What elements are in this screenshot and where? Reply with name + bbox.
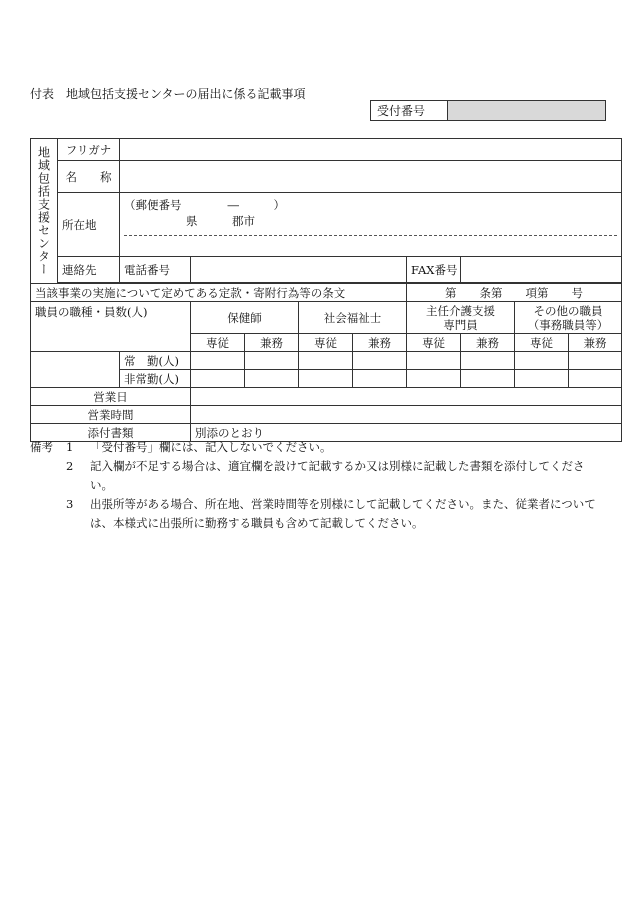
cell-input[interactable] bbox=[299, 352, 353, 370]
phone-label: 電話番号 bbox=[120, 257, 191, 283]
cell-input[interactable] bbox=[569, 370, 622, 388]
cell-input[interactable] bbox=[515, 370, 569, 388]
business-days-field[interactable] bbox=[191, 388, 622, 406]
cell-input[interactable] bbox=[407, 352, 461, 370]
cell-input[interactable] bbox=[353, 352, 407, 370]
role-social-worker: 社会福祉士 bbox=[299, 302, 407, 334]
attachments-field[interactable]: 別添のとおり bbox=[191, 424, 622, 442]
address-dashed-line bbox=[124, 235, 617, 236]
center-side-label-cell bbox=[31, 139, 58, 284]
cell-input[interactable] bbox=[245, 370, 299, 388]
postal-code-line: （郵便番号 ― ） bbox=[124, 198, 285, 212]
full-time-label: 常 勤(人) bbox=[120, 352, 191, 370]
cell-input[interactable] bbox=[407, 370, 461, 388]
cell-input[interactable] bbox=[461, 352, 515, 370]
role-other-staff: その他の職員 （事務職員等） bbox=[515, 302, 622, 334]
furigana-field[interactable] bbox=[120, 139, 622, 161]
notes-section bbox=[30, 438, 604, 533]
articles-value[interactable]: 第 条第 項第 号 bbox=[407, 284, 622, 302]
sub-full-time: 専従 bbox=[407, 334, 461, 352]
cell-input[interactable] bbox=[245, 352, 299, 370]
cell-input[interactable] bbox=[461, 370, 515, 388]
notes-head: 備考 bbox=[30, 440, 53, 454]
receipt-number-label: 受付番号 bbox=[371, 101, 448, 120]
furigana-label: フリガナ bbox=[58, 139, 120, 161]
articles-label: 当該事業の実施について定めてある定款・寄附行為等の条文 bbox=[31, 284, 407, 302]
contact-label: 連絡先 bbox=[58, 257, 120, 283]
note-item: 備考 1 「受付番号」欄には、記入しないでください。 bbox=[30, 438, 604, 457]
part-time-label: 非常勤(人) bbox=[120, 370, 191, 388]
fax-label: FAX番号 bbox=[407, 257, 461, 283]
cell-input[interactable] bbox=[515, 352, 569, 370]
sub-full-time: 専従 bbox=[299, 334, 353, 352]
fax-field[interactable] bbox=[461, 257, 622, 283]
sub-part-time: 兼務 bbox=[461, 334, 515, 352]
role-public-health-nurse: 保健師 bbox=[191, 302, 299, 334]
attachments-label: 添付書類 bbox=[31, 424, 191, 442]
staff-indent bbox=[31, 352, 120, 370]
business-hours-label: 営業時間 bbox=[31, 406, 191, 424]
registration-form-table bbox=[30, 138, 622, 442]
cell-input[interactable] bbox=[299, 370, 353, 388]
cell-input[interactable] bbox=[191, 370, 245, 388]
note-continuation: は、本様式に出張所に勤務する職員も含めて記載してください。 bbox=[90, 516, 424, 530]
form-title: 付表 地域包括支援センターの届出に係る記載事項 bbox=[30, 87, 306, 101]
note-continuation: い。 bbox=[90, 478, 113, 492]
business-days-label: 営業日 bbox=[31, 388, 191, 406]
prefecture-line: 県 郡市 bbox=[186, 214, 255, 228]
role-care-manager: 主任介護支援 専門員 bbox=[407, 302, 515, 334]
sub-full-time: 専従 bbox=[515, 334, 569, 352]
name-field[interactable] bbox=[120, 161, 622, 193]
note-item: 3 出張所等がある場合、所在地、営業時間等を別様にして記載してください。また、従業者について bbox=[66, 497, 596, 511]
business-hours-field[interactable] bbox=[191, 406, 622, 424]
name-label: 名 称 bbox=[58, 161, 120, 193]
cell-input[interactable] bbox=[569, 352, 622, 370]
staff-indent bbox=[31, 370, 120, 388]
sub-part-time: 兼務 bbox=[569, 334, 622, 352]
sub-part-time: 兼務 bbox=[353, 334, 407, 352]
address-field[interactable] bbox=[120, 193, 622, 257]
center-side-label: 地域包括支援センター bbox=[36, 146, 51, 276]
sub-part-time: 兼務 bbox=[245, 334, 299, 352]
staff-label: 職員の職種・員数(人) bbox=[31, 302, 191, 352]
note-item: 2 記入欄が不足する場合は、適宜欄を設けて記載するか又は別様に記載した書類を添付してくださ bbox=[66, 459, 585, 473]
cell-input[interactable] bbox=[353, 370, 407, 388]
receipt-number-box bbox=[370, 100, 606, 121]
cell-input[interactable] bbox=[191, 352, 245, 370]
receipt-number-field[interactable] bbox=[448, 101, 605, 120]
address-label: 所在地 bbox=[58, 193, 120, 257]
phone-field[interactable] bbox=[191, 257, 407, 283]
sub-full-time: 専従 bbox=[191, 334, 245, 352]
